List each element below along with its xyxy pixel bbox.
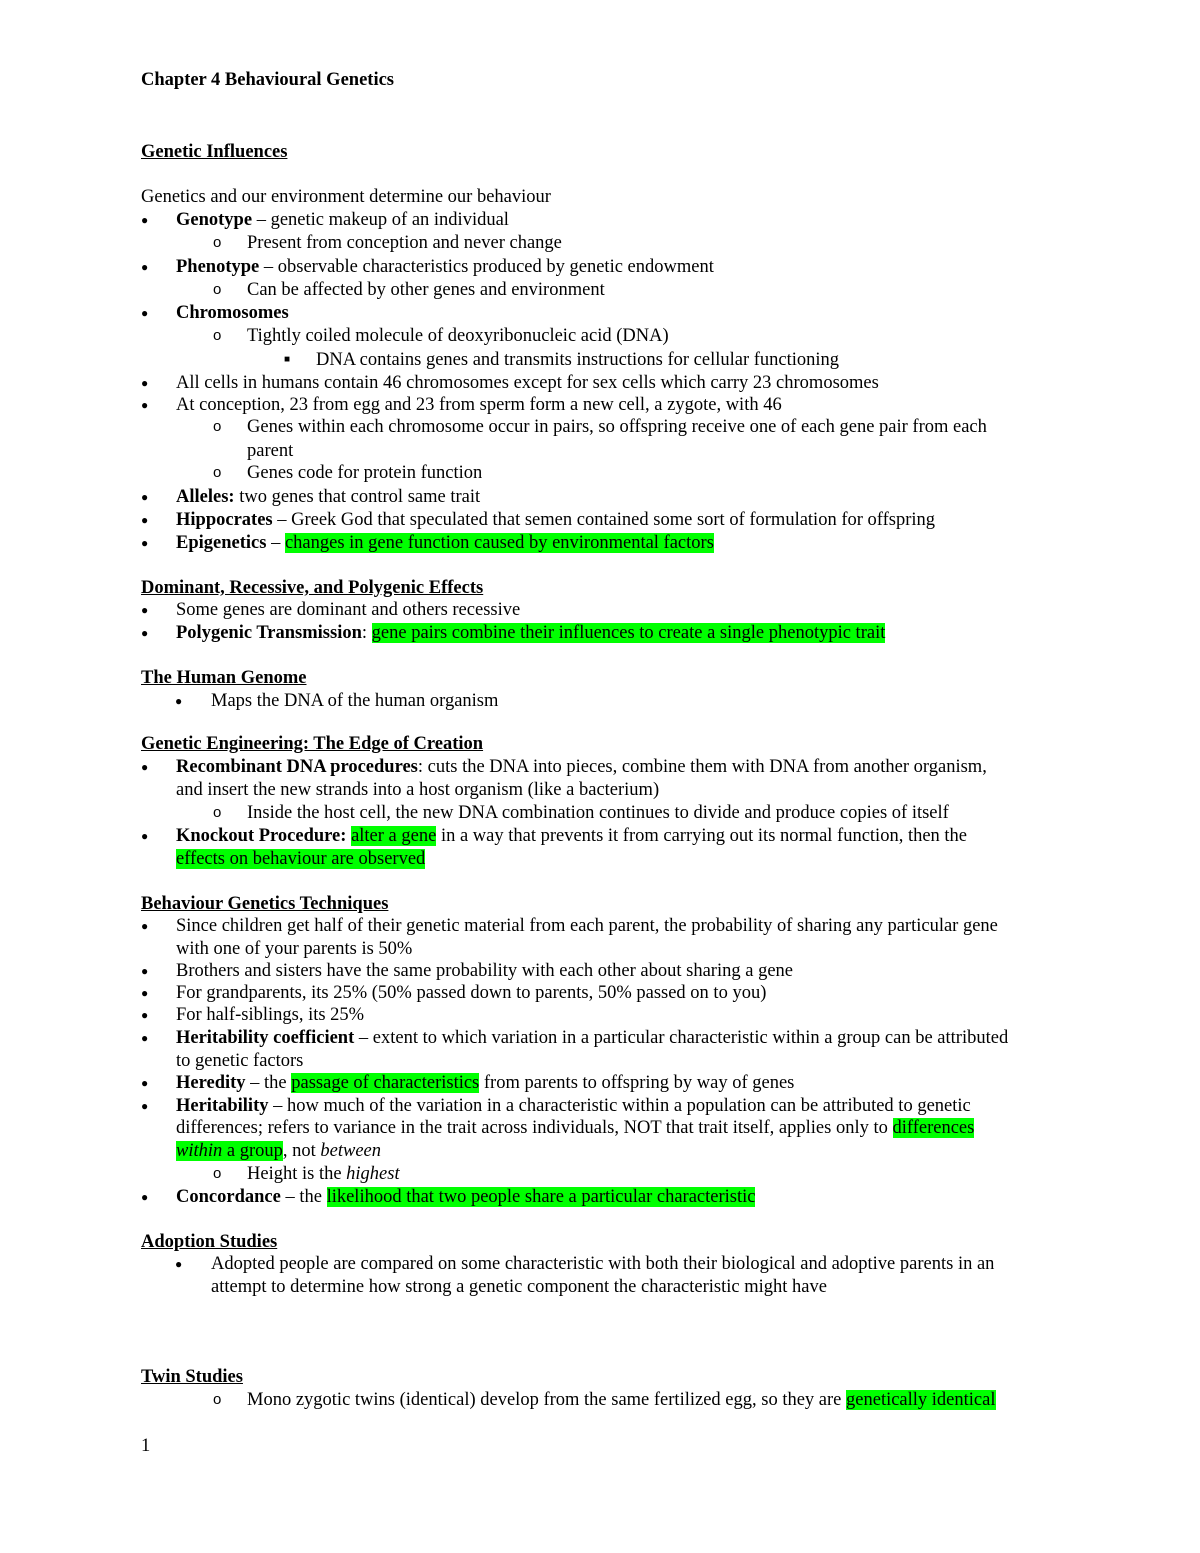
- text: Height is the: [247, 1164, 347, 1184]
- heading-human-genome: The Human Genome: [141, 668, 307, 688]
- bullet-icon: ●: [141, 306, 149, 320]
- list-item-epigenetics: [176, 532, 714, 555]
- definition: in a way that prevents it from carrying out its normal function, then the: [436, 826, 968, 846]
- heading-twin-studies: Twin Studies: [141, 1367, 243, 1387]
- highlighted-text: alter a gene: [351, 826, 437, 846]
- heading-genetic-influences: Genetic Influences: [141, 142, 288, 162]
- list-item-alleles: [176, 486, 480, 509]
- page-number: 1: [141, 1436, 151, 1456]
- definition: – Greek God that speculated that semen contained some sort of formulation for offspring: [272, 510, 936, 530]
- definition: – genetic makeup of an individual: [252, 210, 509, 230]
- highlighted-text: [176, 1141, 283, 1161]
- definition: two genes that control same trait: [234, 487, 481, 507]
- term: Alleles:: [176, 487, 235, 507]
- document-title: Chapter 4 Behavioural Genetics: [141, 70, 394, 90]
- bullet-icon: ●: [141, 1031, 149, 1045]
- highlighted-text: passage of characteristics: [291, 1073, 480, 1093]
- list-item-knockout: [176, 825, 967, 848]
- text: – the: [245, 1073, 292, 1093]
- list-item-polygenic: [176, 622, 885, 645]
- list-item-recombinant-cont: and insert the new strands into a host organism (like a bacterium): [176, 780, 660, 800]
- bullet-icon: ●: [141, 760, 149, 774]
- sub-item-height: [247, 1163, 400, 1186]
- bullet-icon: ●: [141, 213, 149, 227]
- sub-bullet-icon: o: [213, 327, 222, 344]
- list-item-heritability-coefficient: [176, 1027, 1008, 1050]
- sub-item-monozygotic: [247, 1389, 996, 1412]
- text: – the: [280, 1187, 327, 1207]
- heading-behaviour-techniques: Behaviour Genetics Techniques: [141, 894, 389, 914]
- list-item-since-children-cont: with one of your parents is 50%: [176, 939, 413, 959]
- term: Heritability: [176, 1096, 269, 1116]
- heading-dominant-recessive: Dominant, Recessive, and Polygenic Effects: [141, 578, 484, 598]
- bullet-icon: ●: [141, 919, 149, 933]
- bullet-icon: ●: [175, 694, 183, 708]
- sub-bullet-icon: o: [213, 1391, 222, 1408]
- subsub-item-dna: DNA contains genes and transmits instructions for cellular functioning: [316, 350, 840, 370]
- term: Epigenetics: [176, 533, 267, 553]
- sub-bullet-icon: o: [213, 234, 222, 251]
- text: a group: [222, 1141, 283, 1161]
- colon: :: [361, 623, 372, 643]
- list-item-conception: At conception, 23 from egg and 23 from sperm form a new cell, a zygote, with 46: [176, 395, 782, 415]
- definition: – extent to which variation in a particular characteristic within a group can be attributed: [354, 1028, 1009, 1048]
- highlighted-text: genetically identical: [846, 1390, 996, 1410]
- sub-item-pairs: Genes within each chromosome occur in pairs, so offspring receive one of each gene pair from each: [247, 417, 987, 437]
- list-item-since-children: Since children get half of their genetic material from each parent, the probability of sharing any particular gene: [176, 916, 998, 936]
- definition: – how much of the variation in a characteristic within a population can be attributed to genetic: [268, 1096, 971, 1116]
- italic-text: between: [320, 1141, 382, 1161]
- term: Concordance: [176, 1187, 281, 1207]
- list-item-dominant: Some genes are dominant and others recessive: [176, 600, 521, 620]
- intro-text: Genetics and our environment determine our behaviour: [141, 187, 551, 207]
- term: Hippocrates: [176, 510, 273, 530]
- sub-item-genotype: Present from conception and never change: [247, 233, 562, 253]
- sub-item-protein: Genes code for protein function: [247, 463, 483, 483]
- list-item-knockout-cont: [176, 848, 425, 871]
- sub-item-host-cell: Inside the host cell, the new DNA combination continues to divide and produce copies of itself: [247, 803, 949, 823]
- term: Phenotype: [176, 257, 260, 277]
- text: , not: [282, 1141, 321, 1161]
- term: Recombinant DNA procedures: [176, 757, 418, 777]
- definition: : cuts the DNA into pieces, combine them with DNA from another organism,: [417, 757, 987, 777]
- term: Heredity: [176, 1073, 246, 1093]
- text: Mono zygotic twins (identical) develop from the same fertilized egg, so they are: [247, 1390, 847, 1410]
- square-bullet-icon: ■: [284, 354, 291, 365]
- bullet-icon: ●: [141, 1076, 149, 1090]
- list-item-hippocrates: [176, 509, 935, 532]
- bullet-icon: ●: [141, 626, 149, 640]
- list-item-adoption-cont: attempt to determine how strong a genetic component the characteristic might have: [211, 1277, 827, 1297]
- bullet-icon: ●: [141, 986, 149, 1000]
- bullet-icon: ●: [141, 398, 149, 412]
- text: differences; refers to variance in the trait across individuals, NOT that trait itself, applies only to: [176, 1118, 893, 1138]
- dash: –: [266, 533, 285, 553]
- italic-text: highest: [346, 1164, 400, 1184]
- sub-bullet-icon: o: [213, 464, 222, 481]
- highlighted-text: differences: [892, 1118, 975, 1138]
- heading-genetic-engineering: Genetic Engineering: The Edge of Creation: [141, 734, 484, 754]
- sub-item-pairs-cont: parent: [247, 441, 294, 461]
- sub-bullet-icon: o: [213, 804, 222, 821]
- list-item-heredity: [176, 1072, 794, 1095]
- list-item-grandparents: For grandparents, its 25% (50% passed down to parents, 50% passed on to you): [176, 983, 767, 1003]
- list-item-heritability-cont2: [176, 1140, 381, 1163]
- bullet-icon: ●: [141, 964, 149, 978]
- bullet-icon: ●: [141, 536, 149, 550]
- list-item-chromosomes: Chromosomes: [176, 303, 289, 323]
- heading-adoption-studies: Adoption Studies: [141, 1232, 278, 1252]
- highlighted-definition: gene pairs combine their influences to create a single phenotypic trait: [371, 623, 886, 643]
- bullet-icon: ●: [141, 260, 149, 274]
- list-item-concordance: [176, 1186, 755, 1209]
- bullet-icon: ●: [175, 1257, 183, 1271]
- list-item-genotype: [176, 209, 509, 232]
- highlighted-text: effects on behaviour are observed: [176, 849, 426, 869]
- bullet-icon: ●: [141, 1008, 149, 1022]
- list-item-all-cells: All cells in humans contain 46 chromosomes except for sex cells which carry 23 chromosomes: [176, 373, 879, 393]
- list-item-heritability-coefficient-cont: to genetic factors: [176, 1051, 304, 1071]
- sub-bullet-icon: o: [213, 418, 222, 435]
- highlighted-text: likelihood that two people share a particular characteristic: [326, 1187, 756, 1207]
- bullet-icon: ●: [141, 603, 149, 617]
- term: Genotype: [176, 210, 253, 230]
- bullet-icon: ●: [141, 490, 149, 504]
- bullet-icon: ●: [141, 513, 149, 527]
- list-item-heritability: [176, 1095, 971, 1118]
- highlighted-definition: changes in gene function caused by environmental factors: [284, 533, 714, 553]
- list-item-adoption: Adopted people are compared on some characteristic with both their biological and adoptive parents in an: [211, 1254, 995, 1274]
- list-item-half-siblings: For half-siblings, its 25%: [176, 1005, 365, 1025]
- bullet-icon: ●: [141, 1190, 149, 1204]
- text: from parents to offspring by way of genes: [479, 1073, 795, 1093]
- list-item-brothers: Brothers and sisters have the same probability with each other about sharing a gene: [176, 961, 793, 981]
- term: Polygenic Transmission: [176, 623, 362, 643]
- italic-text: within: [176, 1141, 223, 1161]
- list-item-recombinant: [176, 756, 987, 779]
- sub-item-phenotype: Can be affected by other genes and environment: [247, 280, 605, 300]
- sub-item-chromosomes: Tightly coiled molecule of deoxyribonucleic acid (DNA): [247, 326, 669, 346]
- list-item-heritability-cont: [176, 1117, 974, 1140]
- term: Heritability coefficient: [176, 1028, 355, 1048]
- list-item-genome: Maps the DNA of the human organism: [211, 691, 499, 711]
- term: Knockout Procedure:: [176, 826, 347, 846]
- definition: – observable characteristics produced by genetic endowment: [259, 257, 714, 277]
- bullet-icon: ●: [141, 376, 149, 390]
- bullet-icon: ●: [141, 829, 149, 843]
- sub-bullet-icon: o: [213, 1165, 222, 1182]
- list-item-phenotype: [176, 256, 714, 279]
- bullet-icon: ●: [141, 1099, 149, 1113]
- sub-bullet-icon: o: [213, 281, 222, 298]
